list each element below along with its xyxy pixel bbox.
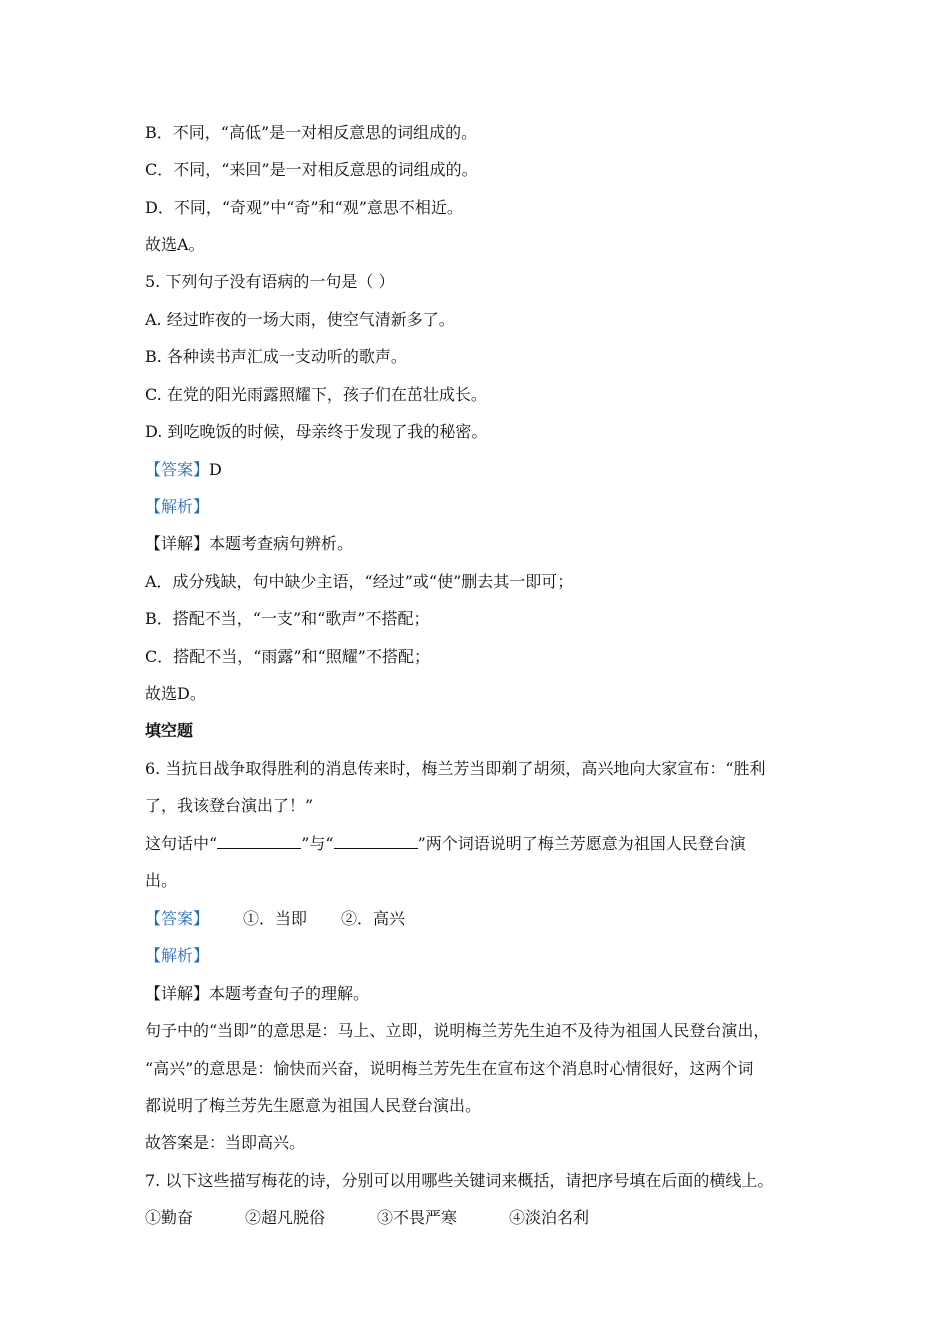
explain-6c: 都说明了梅兰芳先生愿意为祖国人民登台演出。 <box>145 1096 482 1115</box>
option-2: ②超凡脱俗 <box>245 1208 326 1227</box>
q6-text-mid: ”与“ <box>301 834 334 853</box>
option-3: ③不畏严寒 <box>377 1208 458 1227</box>
analysis-tag-5: 【解析】 <box>145 497 210 516</box>
explain-6b: “高兴”的意思是：愉快而兴奋，说明梅兰芳先生在宣布这个消息时心情很好，这两个词 <box>145 1059 754 1078</box>
blank-1[interactable] <box>217 834 301 849</box>
detail-tag: 【详解】 <box>145 534 210 553</box>
option-4: ④淡泊名利 <box>509 1208 590 1227</box>
question-6-line-3 <box>145 833 746 855</box>
detail-6 <box>145 983 369 1005</box>
question-6-line-2: 了，我该登台演出了！” <box>145 796 314 815</box>
answer-tag: 【答案】 <box>145 909 210 928</box>
question-7: 7. 以下这些描写梅花的诗，分别可以用哪些关键词来概括，请把序号填在后面的横线上。 <box>145 1171 774 1190</box>
question-6-line-1: 6. 当抗日战争取得胜利的消息传来时，梅兰芳当即剃了胡须，高兴地向大家宣布：“胜利 <box>145 759 766 778</box>
detail-text: 本题考查病句辨析。 <box>209 534 354 553</box>
detail-tag: 【详解】 <box>145 984 210 1003</box>
question-5-option-a: A. 经过昨夜的一场大雨，使空气清新多了。 <box>145 310 455 329</box>
explain-6a: 句子中的“当即”的意思是：马上、立即，说明梅兰芳先生迫不及待为祖国人民登台演出， <box>145 1021 770 1040</box>
explain-5c: C．搭配不当，“雨露”和“照耀”不搭配； <box>145 647 430 666</box>
answer-6 <box>145 908 405 930</box>
answer-2: ②．高兴 <box>341 909 406 928</box>
analysis-tag-6: 【解析】 <box>145 946 210 965</box>
question-5: 5. 下列句子没有语病的一句是（ ） <box>145 272 395 291</box>
question-5-option-c: C. 在党的阳光雨露照耀下，孩子们在茁壮成长。 <box>145 385 487 404</box>
answer-value: D <box>209 460 222 479</box>
option-d-explanation: D．不同，“奇观”中“奇”和“观”意思不相近。 <box>145 198 463 217</box>
explain-5b: B．搭配不当，“一支”和“歌声”不搭配； <box>145 609 430 628</box>
question-6-line-4: 出。 <box>145 871 178 890</box>
detail-text: 本题考查句子的理解。 <box>209 984 370 1003</box>
answer-tag: 【答案】 <box>145 460 210 479</box>
conclusion-5: 故选D。 <box>145 684 206 703</box>
conclusion-6: 故答案是：当即高兴。 <box>145 1133 306 1152</box>
question-5-option-d: D. 到吃晚饭的时候，母亲终于发现了我的秘密。 <box>145 422 488 441</box>
blank-2[interactable] <box>334 834 418 849</box>
answer-1: ①．当即 <box>243 909 308 928</box>
section-title: 填空题 <box>145 721 194 740</box>
option-c-explanation: C．不同，“来回”是一对相反意思的词组成的。 <box>145 160 478 179</box>
q6-text-pre: 这句话中“ <box>145 834 218 853</box>
question-5-option-b: B. 各种读书声汇成一支动听的歌声。 <box>145 347 407 366</box>
option-b-explanation: B．不同，“高低”是一对相反意思的词组成的。 <box>145 123 478 142</box>
answer-5 <box>145 459 222 481</box>
detail-5 <box>145 533 353 555</box>
question-7-options <box>145 1207 589 1229</box>
conclusion-4: 故选A。 <box>145 235 205 254</box>
option-1: ①勤奋 <box>145 1208 194 1227</box>
q6-text-post: ”两个词语说明了梅兰芳愿意为祖国人民登台演 <box>417 834 746 853</box>
explain-5a: A．成分残缺，句中缺少主语，“经过”或“使”删去其一即可； <box>145 572 574 591</box>
